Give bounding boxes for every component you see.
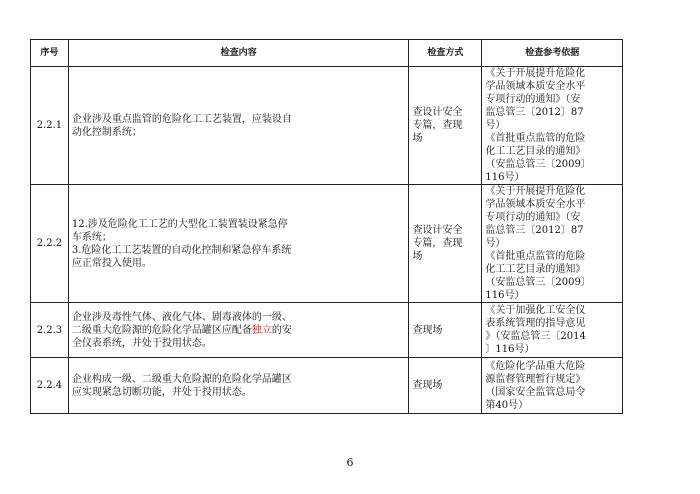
basis-line: 号）: [485, 120, 506, 131]
basis-line: 第40号）: [485, 399, 529, 411]
basis-line: 表系统管理的指导意见: [485, 318, 586, 329]
basis-line: 源监督管理暂行规定》: [485, 373, 586, 385]
basis-line: （安监总管三〔2009〕: [485, 159, 591, 170]
method-line: 查设计安全: [412, 107, 463, 118]
basis-line: 化工工艺目录的通知》: [485, 146, 586, 157]
inspection-table: [30, 39, 623, 414]
basis-line: （国家安全监管总局令: [485, 386, 586, 398]
method-line: 场: [412, 251, 423, 262]
table-header-row: [31, 40, 623, 67]
reference-basis: [482, 358, 623, 414]
content-line: 车系统；: [71, 231, 112, 243]
reference-basis: [482, 303, 623, 358]
reference-basis: [482, 185, 623, 303]
header-content: 检查内容: [68, 40, 409, 67]
content-line: [72, 324, 406, 337]
check-content: [68, 303, 409, 358]
check-method: [409, 67, 482, 185]
content-text: 二级重大危险源的危险化学品罐区应配备: [71, 324, 252, 336]
method-line: 场: [412, 133, 423, 144]
basis-line: 116号）: [485, 290, 525, 301]
basis-line: 《首批重点监管的危险: [485, 251, 586, 262]
check-content: [68, 185, 409, 303]
basis-line: 监总管三〔2012〕87: [485, 225, 584, 236]
basis-line: 《关于开展提升危险化: [485, 186, 586, 197]
basis-line: 《首批重点监管的危险: [485, 133, 586, 144]
row-number: 2.2.4: [31, 358, 69, 414]
header-basis: 检查参考依据: [482, 40, 623, 67]
check-method: [409, 358, 482, 414]
content-line: 12.涉及危险化工工艺的大型化工装置装设紧急停: [71, 218, 288, 230]
table-row: [31, 303, 623, 358]
basis-line: 化工工艺目录的通知》: [485, 264, 586, 275]
check-method: [409, 185, 482, 303]
table-row: [31, 185, 623, 303]
basis-line: 学品领域本质安全水平: [485, 81, 586, 92]
header-method: 检查方式: [409, 40, 482, 67]
basis-line: 〕116号）: [485, 344, 535, 355]
reference-basis: [482, 67, 623, 185]
content-line: 全仪表系统，并处于投用状态。: [71, 337, 212, 349]
basis-line: 专项行动的通知》（安: [485, 94, 581, 105]
content-line: 企业涉及毒性气体、液化气体、剧毒液体的一级、: [71, 311, 292, 323]
method-line: 查设计安全: [412, 225, 463, 236]
method-line: 查现场: [412, 380, 443, 391]
table-row: [31, 67, 623, 185]
basis-line: 号）: [485, 238, 506, 249]
basis-line: 监总管三〔2012〕87: [485, 107, 584, 118]
table-row: [31, 358, 623, 414]
highlighted-text: 独立: [251, 324, 272, 336]
basis-line: 学品领域本质安全水平: [485, 199, 586, 210]
check-content: [68, 67, 409, 185]
basis-line: 专项行动的通知》（安: [485, 212, 581, 223]
page-number: 6: [346, 456, 354, 469]
content-line: 应正常投入使用。: [71, 257, 152, 269]
row-number: 2.2.1: [31, 67, 69, 185]
content-line: 应实现紧急切断功能，并处于投用状态。: [71, 386, 252, 398]
check-content: [68, 358, 409, 414]
basis-line: 《关于开展提升危险化: [485, 68, 586, 79]
method-line: 专篇，查现: [412, 238, 463, 249]
content-line: 企业涉及重点监管的危险化工工艺装置，应装设自: [71, 113, 292, 125]
row-number: 2.2.3: [31, 303, 69, 358]
header-seq: 序号: [31, 40, 69, 67]
method-line: 专篇，查现: [412, 120, 463, 131]
row-number: 2.2.2: [31, 185, 69, 303]
content-text: 的安: [271, 324, 292, 336]
basis-line: 116号）: [485, 172, 525, 183]
content-line: 动化控制系统；: [71, 126, 142, 138]
basis-line: 《关于加强化工安全仪: [485, 305, 586, 316]
basis-line: 《危险化学品重大危险: [485, 360, 586, 372]
check-method: [409, 303, 482, 358]
content-line: 3.危险化工工艺装置的自动化控制和紧急停车系统: [71, 244, 292, 256]
basis-line: 》（安监总管三〔2014: [485, 331, 586, 342]
content-line: 企业构成一级、二级重大危险源的危险化学品罐区: [71, 373, 292, 385]
basis-line: （安监总管三〔2009〕: [485, 277, 591, 288]
method-line: 查现场: [412, 324, 443, 336]
